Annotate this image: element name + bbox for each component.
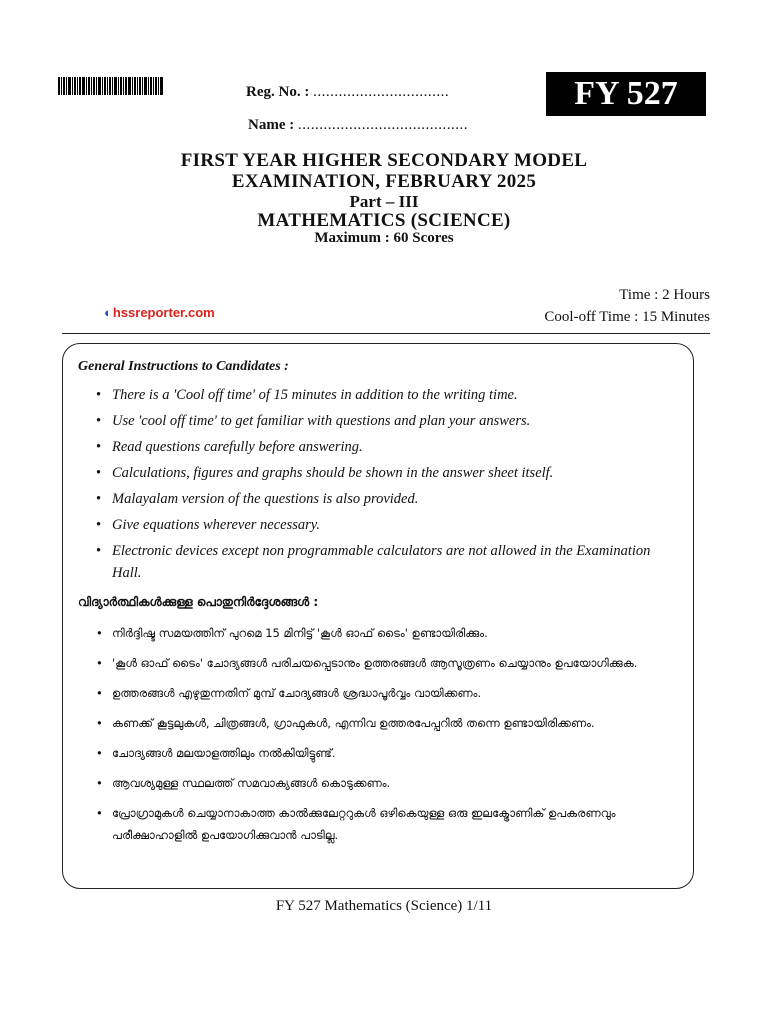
time-duration: Time : 2 Hours xyxy=(619,287,710,303)
bullet-icon: • xyxy=(96,439,102,455)
bullet-icon: • xyxy=(96,716,103,730)
divider xyxy=(62,333,710,334)
list-item: • 'കൂൾ ഓഫ് ടൈം' ചോദ്യങ്ങൾ പരിചയപ്പെടാനും ഉത്തരങ്ങൾ ആസൂത്രണം ചെയ്യാനും ഉപയോഗിക്കുക. xyxy=(96,652,696,674)
list-item: • നിർദ്ദിഷ്ട സമയത്തിന് പുറമെ 15 മിനിട്ട് 'കൂൾ ഓഫ് ടൈം' ഉണ്ടായിരിക്കും. xyxy=(96,622,696,644)
list-item: • Calculations, figures and graphs should be shown in the answer sheet itself. xyxy=(96,462,676,484)
exam-title-line2: EXAMINATION, FEBRUARY 2025 xyxy=(231,171,537,192)
list-item: • Use 'cool off time' to get familiar with questions and plan your answers. xyxy=(96,410,676,432)
bullet-icon: • xyxy=(96,656,103,670)
hssreporter-logo-icon: ◐ xyxy=(104,305,112,320)
page-footer: FY 527 Mathematics (Science) 1/11 xyxy=(275,898,493,914)
name-field xyxy=(248,117,468,134)
list-item: • ഉത്തരങ്ങൾ എഴുതുന്നതിന് മുമ്പ് ചോദ്യങ്ങൾ ശ്രദ്ധാപൂർവ്വം വായിക്കണം. xyxy=(96,682,696,704)
list-item: • കണക്ക് കൂട്ടലുകൾ, ചിത്രങ്ങൾ, ഗ്രാഫുകൾ, എന്നിവ ഉത്തരപേപ്പറിൽ തന്നെ ഉണ്ടായിരിക്കണം. xyxy=(96,712,696,734)
bullet-icon: • xyxy=(96,746,103,760)
cool-off-time: Cool-off Time : 15 Minutes xyxy=(544,309,710,325)
bullet-icon: • xyxy=(96,413,102,429)
reg-no-label: Reg. No. : xyxy=(246,84,310,100)
bullet-icon: • xyxy=(96,626,103,640)
list-item: • Electronic devices except non programmable calculators are not allowed in the Examination Hall. xyxy=(96,540,676,584)
bullet-icon: • xyxy=(96,491,102,507)
bullet-icon: • xyxy=(96,776,103,790)
bullet-icon: • xyxy=(96,806,103,820)
reg-no-field xyxy=(246,84,449,101)
instructions-list-malayalam xyxy=(96,622,696,854)
bullet-icon: • xyxy=(96,686,103,700)
watermark-site xyxy=(104,305,215,320)
bullet-icon: • xyxy=(96,465,102,481)
bullet-icon: • xyxy=(96,387,102,403)
paper-code: FY 527 xyxy=(546,72,706,116)
bullet-icon: • xyxy=(96,543,102,559)
reg-no-dots: ................................ xyxy=(313,84,450,100)
list-item: • ആവശ്യമുള്ള സ്ഥലത്ത് സമവാക്യങ്ങൾ കൊടുക്കണം. xyxy=(96,772,696,794)
max-scores: Maximum : 60 Scores xyxy=(314,230,454,246)
barcode xyxy=(58,77,164,95)
name-label: Name : xyxy=(248,117,295,133)
list-item: • Give equations wherever necessary. xyxy=(96,514,676,536)
list-item: • There is a 'Cool off time' of 15 minutes in addition to the writing time. xyxy=(96,384,676,406)
exam-subject: MATHEMATICS (SCIENCE) xyxy=(257,210,511,231)
exam-title-line1: FIRST YEAR HIGHER SECONDARY MODEL xyxy=(180,150,588,171)
instructions-title-malayalam: വിദ്യാർത്ഥികൾക്കുള്ള പൊതുനിർദ്ദേശങ്ങൾ : xyxy=(78,595,319,609)
instructions-list-english xyxy=(96,384,676,588)
instructions-title: General Instructions to Candidates : xyxy=(78,359,289,374)
list-item: • പ്രോഗ്രാമുകൾ ചെയ്യാനാകാത്ത കാൽക്കുലേറ്ററുകൾ ഒഴികെയുള്ള ഒരു ഇലക്ട്രോണിക് ഉപകരണവും പരീക്ഷാഹാളിൽ ഉപയോഗിക്കുവാൻ പാടില്ല. xyxy=(96,802,696,846)
list-item: • Malayalam version of the questions is also provided. xyxy=(96,488,676,510)
exam-part: Part – III xyxy=(349,192,419,211)
list-item: • Read questions carefully before answering. xyxy=(96,436,676,458)
list-item: • ചോദ്യങ്ങൾ മലയാളത്തിലും നൽകിയിട്ടുണ്ട്. xyxy=(96,742,696,764)
name-dots: ........................................ xyxy=(297,117,468,133)
watermark-text: hssreporter.com xyxy=(112,305,215,320)
bullet-icon: • xyxy=(96,517,102,533)
